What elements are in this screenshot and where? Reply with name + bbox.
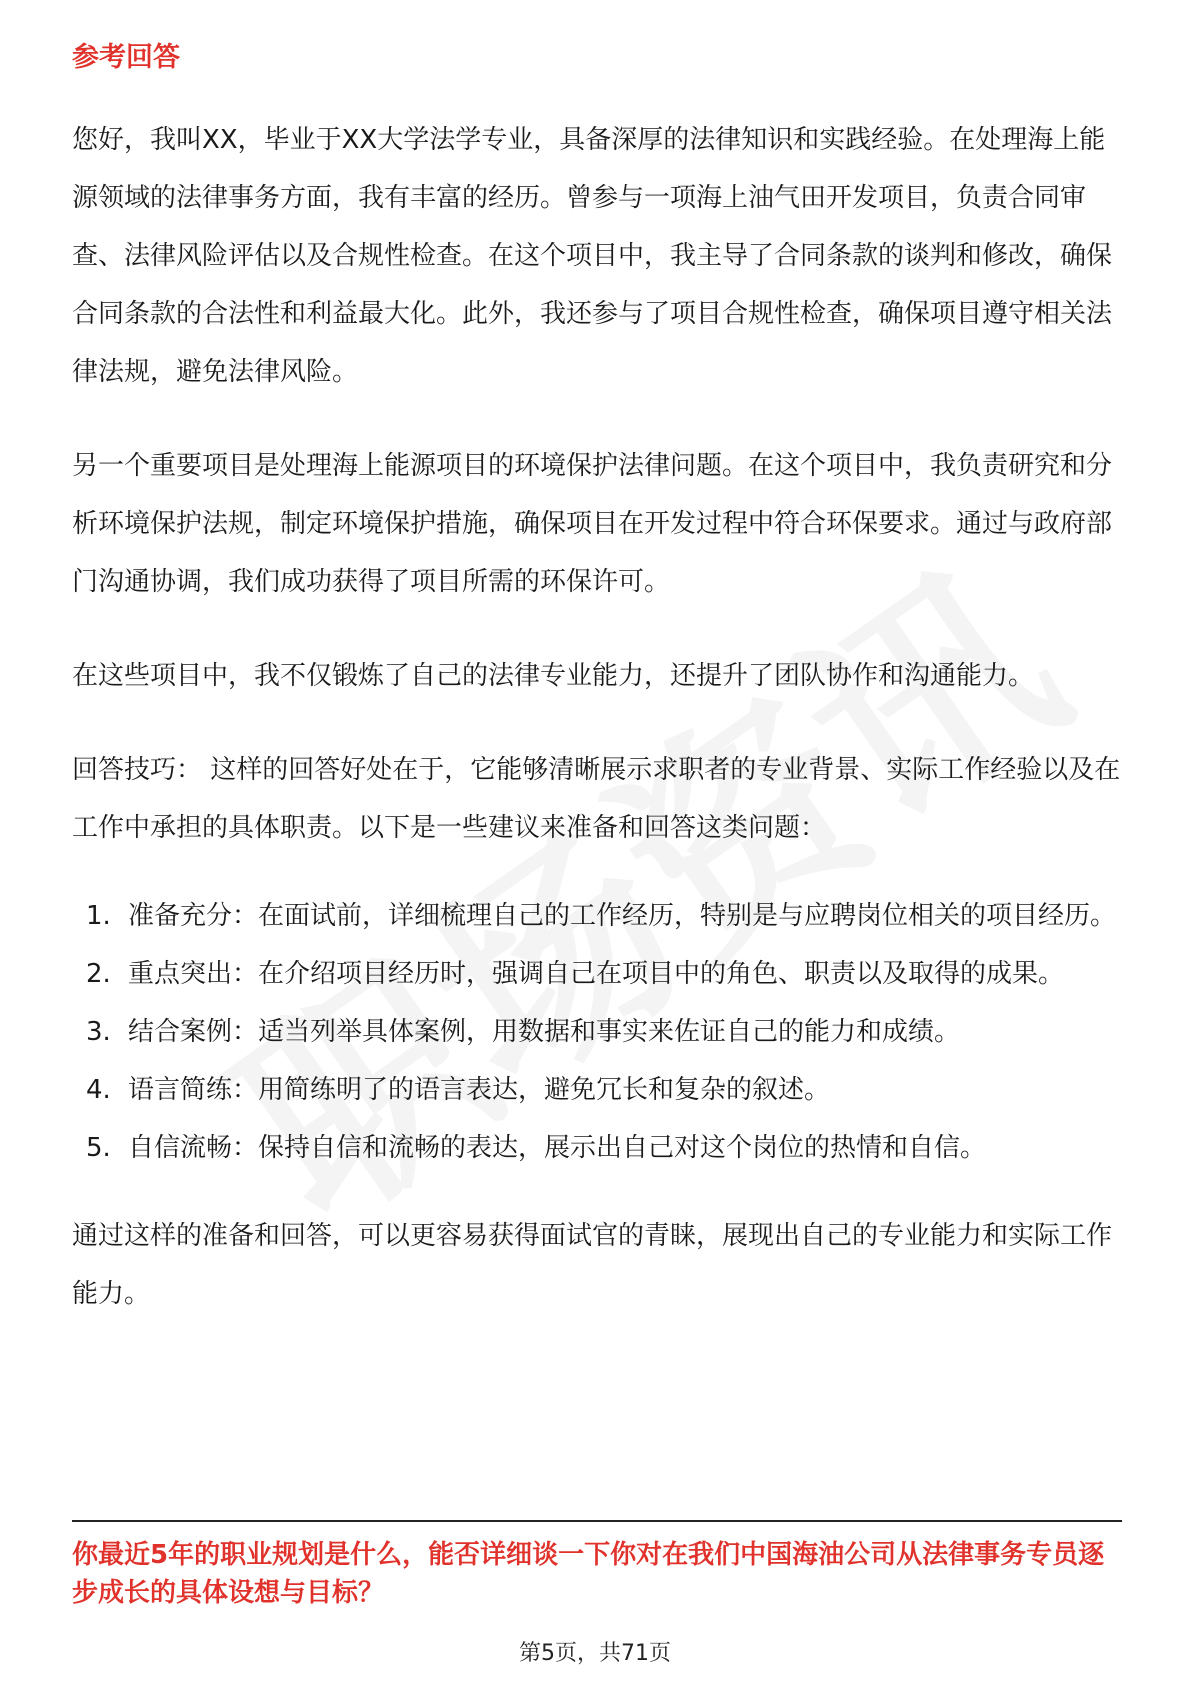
answer-paragraph-3: 在这些项目中，我不仅锻炼了自己的法律专业能力，还提升了团队协作和沟通能力。 <box>72 661 1035 692</box>
list-item-text: 准备充分：在面试前，详细梳理自己的工作经历，特别是与应聘岗位相关的项目经历。 <box>128 901 1117 932</box>
list-item <box>72 1061 1122 1119</box>
list-item-text: 自信流畅：保持自信和流畅的表达，展示出自己对这个岗位的热情和自信。 <box>128 1133 987 1164</box>
list-item-text: 重点突出：在介绍项目经历时，强调自己在项目中的角色、职责以及取得的成果。 <box>128 959 1065 990</box>
list-item <box>72 945 1122 1003</box>
list-item <box>72 1119 1122 1177</box>
list-item-number: 3. <box>86 1017 111 1048</box>
list-item-number: 2. <box>86 959 111 990</box>
reference-answer-heading: 参考回答 <box>72 42 180 73</box>
list-item-text: 语言简练：用简练明了的语言表达，避免冗长和复杂的叙述。 <box>128 1075 831 1106</box>
list-item-text: 结合案例：适当列举具体案例，用数据和事实来佐证自己的能力和成绩。 <box>128 1017 961 1048</box>
list-item-number: 4. <box>86 1075 111 1106</box>
answer-tips-intro: 回答技巧： 这样的回答好处在于，它能够清晰展示求职者的专业背景、实际工作经验以及在工作中承担的具体职责。以下是一些建议来准备和回答这类问题： <box>72 755 1121 844</box>
document-page <box>72 40 1122 1359</box>
list-item <box>72 1003 1122 1061</box>
conclusion-paragraph: 通过这样的准备和回答，可以更容易获得面试官的青睐，展现出自己的专业能力和实际工作能力。 <box>72 1221 1113 1310</box>
list-item-number: 1. <box>86 901 111 932</box>
list-item-number: 5. <box>86 1133 111 1164</box>
answer-paragraph-1: 您好，我叫XX，毕业于XX大学法学专业，具备深厚的法律知识和实践经验。在处理海上能源领域的法律事务方面，我有丰富的经历。曾参与一项海上油气田开发项目，负责合同审查、法律风险评估以及合规性检查。在这个项目中，我主导了合同条款的谈判和修改，确保合同条款的合法性和利益最大化。此外，我还参与了项目合规性检查，确保项目遵守相关法律法规，避免法律风险。 <box>72 125 1113 388</box>
list-item <box>72 887 1122 945</box>
page-number: 第5页，共71页 <box>519 1641 671 1666</box>
next-interview-question: 你最近5年的职业规划是什么，能否详细谈一下你对在我们中国海油公司从法律事务专员逐步成长的具体设想与目标？ <box>72 1540 1105 1608</box>
answer-paragraph-2: 另一个重要项目是处理海上能源项目的环境保护法律问题。在这个项目中，我负责研究和分析环境保护法规，制定环境保护措施，确保项目在开发过程中符合环保要求。通过与政府部门沟通协调，我们成功获得了项目所需的环保许可。 <box>72 451 1113 598</box>
section-divider <box>72 1520 1122 1522</box>
tips-list <box>72 887 1122 1177</box>
